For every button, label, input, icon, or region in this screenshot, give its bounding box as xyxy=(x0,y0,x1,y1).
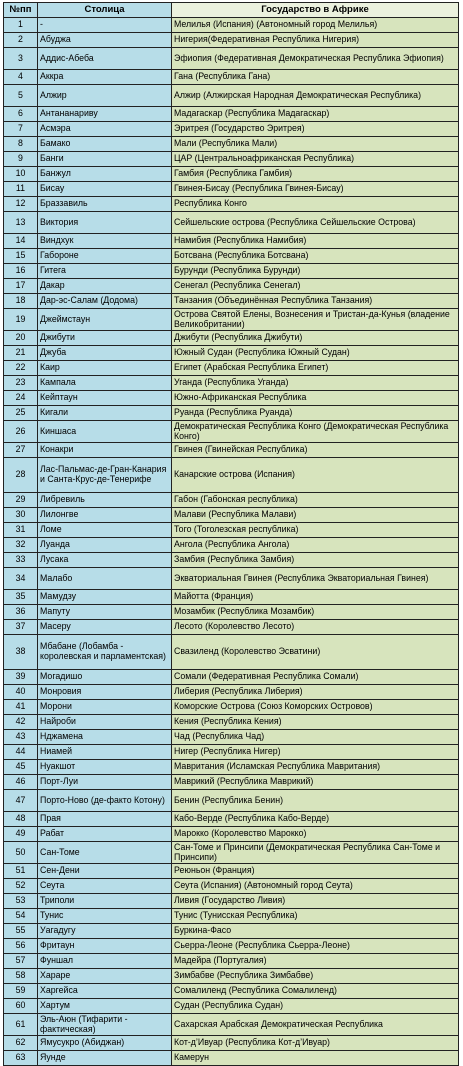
capitals-table xyxy=(3,2,459,1066)
country-cell: Нигер (Республика Нигер) xyxy=(172,745,459,760)
row-number-cell: 32 xyxy=(4,538,38,553)
capital-cell: Либревиль xyxy=(38,493,172,508)
table-row xyxy=(4,1051,459,1066)
row-number-cell: 2 xyxy=(4,33,38,48)
row-number-cell: 27 xyxy=(4,443,38,458)
capital-cell: Лас-Пальмас-де-Гран-Канария и Санта-Крус-де-Тенерифе xyxy=(38,458,172,493)
country-cell: Гамбия (Республика Гамбия) xyxy=(172,167,459,182)
table-row xyxy=(4,33,459,48)
capital-cell: Аддис-Абеба xyxy=(38,48,172,70)
row-number-cell: 28 xyxy=(4,458,38,493)
capital-cell: Триполи xyxy=(38,894,172,909)
table-row xyxy=(4,167,459,182)
table-row xyxy=(4,309,459,331)
table-row xyxy=(4,18,459,33)
row-number-cell: 50 xyxy=(4,842,38,864)
row-number-cell: 29 xyxy=(4,493,38,508)
capital-cell: Мапуту xyxy=(38,605,172,620)
row-number-cell: 6 xyxy=(4,107,38,122)
row-number-cell: 59 xyxy=(4,984,38,999)
table-body xyxy=(4,18,459,1066)
table-row xyxy=(4,523,459,538)
table-row xyxy=(4,421,459,443)
country-cell: Мадейра (Португалия) xyxy=(172,954,459,969)
table-row xyxy=(4,361,459,376)
capital-cell: Порто-Ново (де-факто Котону) xyxy=(38,790,172,812)
row-number-cell: 3 xyxy=(4,48,38,70)
capital-cell: Ломе xyxy=(38,523,172,538)
country-cell: Сьерра-Леоне (Республика Сьерра-Леоне) xyxy=(172,939,459,954)
capital-cell: Уагадугу xyxy=(38,924,172,939)
row-number-cell: 26 xyxy=(4,421,38,443)
country-cell: Демократическая Республика Конго (Демократическая Республика Конго) xyxy=(172,421,459,443)
row-number-cell: 62 xyxy=(4,1036,38,1051)
country-cell: Нигерия(Федеративная Республика Нигерия) xyxy=(172,33,459,48)
row-number-cell: 22 xyxy=(4,361,38,376)
table-row xyxy=(4,107,459,122)
country-cell: Сейшельские острова (Республика Сейшельские Острова) xyxy=(172,212,459,234)
row-number-cell: 60 xyxy=(4,999,38,1014)
table-row xyxy=(4,700,459,715)
table-row xyxy=(4,376,459,391)
table-row xyxy=(4,827,459,842)
table-row xyxy=(4,122,459,137)
row-number-cell: 49 xyxy=(4,827,38,842)
capital-cell: Гитега xyxy=(38,264,172,279)
row-number-cell: 24 xyxy=(4,391,38,406)
table-row xyxy=(4,909,459,924)
capital-cell: Антананариву xyxy=(38,107,172,122)
country-cell: Реюньон (Франция) xyxy=(172,864,459,879)
country-cell: Малави (Республика Малави) xyxy=(172,508,459,523)
capital-cell: Мамудзу xyxy=(38,590,172,605)
capital-cell: Аккра xyxy=(38,70,172,85)
row-number-cell: 44 xyxy=(4,745,38,760)
table-row xyxy=(4,493,459,508)
country-cell: Острова Святой Елены, Вознесения и Тристан-да-Кунья (владение Великобритании) xyxy=(172,309,459,331)
capital-cell: Нуакшот xyxy=(38,760,172,775)
country-cell: Сенегал (Республика Сенегал) xyxy=(172,279,459,294)
row-number-cell: 53 xyxy=(4,894,38,909)
table-row xyxy=(4,48,459,70)
country-cell: Танзания (Объединённая Республика Танзания) xyxy=(172,294,459,309)
row-number-cell: 40 xyxy=(4,685,38,700)
country-cell: Экваториальная Гвинея (Республика Экваториальная Гвинея) xyxy=(172,568,459,590)
table-row xyxy=(4,406,459,421)
row-number-cell: 16 xyxy=(4,264,38,279)
row-number-cell: 35 xyxy=(4,590,38,605)
capital-cell: Алжир xyxy=(38,85,172,107)
table-row xyxy=(4,391,459,406)
country-cell: Того (Тоголезская республика) xyxy=(172,523,459,538)
capital-cell: Бисау xyxy=(38,182,172,197)
table-row xyxy=(4,279,459,294)
country-cell: Египет (Арабская Республика Египет) xyxy=(172,361,459,376)
row-number-cell: 48 xyxy=(4,812,38,827)
capital-cell: Кейптаун xyxy=(38,391,172,406)
row-number-cell: 56 xyxy=(4,939,38,954)
row-number-cell: 36 xyxy=(4,605,38,620)
capital-cell: Прая xyxy=(38,812,172,827)
capital-cell: Яунде xyxy=(38,1051,172,1066)
capital-cell: Масеру xyxy=(38,620,172,635)
country-cell: Сомалиленд (Республика Сомалиленд) xyxy=(172,984,459,999)
row-number-cell: 45 xyxy=(4,760,38,775)
row-number-cell: 15 xyxy=(4,249,38,264)
table-row xyxy=(4,538,459,553)
capital-cell: Габороне xyxy=(38,249,172,264)
country-cell: Ливия (Государство Ливия) xyxy=(172,894,459,909)
country-cell: Уганда (Республика Уганда) xyxy=(172,376,459,391)
country-cell: Бурунди (Республика Бурунди) xyxy=(172,264,459,279)
row-number-cell: 8 xyxy=(4,137,38,152)
table-row xyxy=(4,212,459,234)
country-cell: Либерия (Республика Либерия) xyxy=(172,685,459,700)
row-number-cell: 38 xyxy=(4,635,38,670)
table-row xyxy=(4,745,459,760)
table-row xyxy=(4,137,459,152)
capital-cell: Кигали xyxy=(38,406,172,421)
row-number-cell: 57 xyxy=(4,954,38,969)
row-number-cell: 21 xyxy=(4,346,38,361)
row-number-cell: 18 xyxy=(4,294,38,309)
capital-cell: Харгейса xyxy=(38,984,172,999)
capital-cell: Лусака xyxy=(38,553,172,568)
country-cell: Южно-Африканская Республика xyxy=(172,391,459,406)
table-row xyxy=(4,590,459,605)
capital-cell: Сен-Дени xyxy=(38,864,172,879)
row-number-cell: 61 xyxy=(4,1014,38,1036)
country-cell: Коморские Острова (Союз Коморских Островов) xyxy=(172,700,459,715)
capital-cell: Банжул xyxy=(38,167,172,182)
row-number-cell: 30 xyxy=(4,508,38,523)
row-number-cell: 37 xyxy=(4,620,38,635)
table-row xyxy=(4,458,459,493)
table-row xyxy=(4,730,459,745)
row-number-cell: 41 xyxy=(4,700,38,715)
country-cell: Гвинея-Бисау (Республика Гвинея-Бисау) xyxy=(172,182,459,197)
country-cell: Джибути (Республика Джибути) xyxy=(172,331,459,346)
table-row xyxy=(4,894,459,909)
country-cell: Гвинея (Гвинейская Республика) xyxy=(172,443,459,458)
country-cell: Сахарская Арабская Демократическая Республика xyxy=(172,1014,459,1036)
table-row xyxy=(4,670,459,685)
row-number-cell: 1 xyxy=(4,18,38,33)
country-cell: Мадагаскар (Республика Мадагаскар) xyxy=(172,107,459,122)
table-row xyxy=(4,85,459,107)
country-cell: Тунис (Тунисская Республика) xyxy=(172,909,459,924)
capital-cell: Джибути xyxy=(38,331,172,346)
row-number-cell: 20 xyxy=(4,331,38,346)
table-row xyxy=(4,249,459,264)
table-row xyxy=(4,685,459,700)
capital-cell: Каир xyxy=(38,361,172,376)
country-cell: Эфиопия (Федеративная Демократическая Республика Эфиопия) xyxy=(172,48,459,70)
capital-cell: Морони xyxy=(38,700,172,715)
table-row xyxy=(4,635,459,670)
capital-cell: Асмэра xyxy=(38,122,172,137)
country-cell: Сомали (Федеративная Республика Сомали) xyxy=(172,670,459,685)
table-row xyxy=(4,954,459,969)
row-number-cell: 9 xyxy=(4,152,38,167)
country-cell: Судан (Республика Судан) xyxy=(172,999,459,1014)
row-number-cell: 25 xyxy=(4,406,38,421)
country-cell: Канарские острова (Испания) xyxy=(172,458,459,493)
country-cell: Республика Конго xyxy=(172,197,459,212)
capital-cell: Кампала xyxy=(38,376,172,391)
row-number-cell: 52 xyxy=(4,879,38,894)
capital-cell: Абуджа xyxy=(38,33,172,48)
country-cell: Мозамбик (Республика Мозамбик) xyxy=(172,605,459,620)
table-row xyxy=(4,1014,459,1036)
capital-cell: Фритаун xyxy=(38,939,172,954)
table-row xyxy=(4,790,459,812)
country-cell: Сан-Томе и Принсипи (Демократическая Республика Сан-Томе и Принсипи) xyxy=(172,842,459,864)
row-number-cell: 13 xyxy=(4,212,38,234)
capital-cell: Монровия xyxy=(38,685,172,700)
capital-cell: Лилонгве xyxy=(38,508,172,523)
country-cell: Камерун xyxy=(172,1051,459,1066)
capital-cell: Виндхук xyxy=(38,234,172,249)
table-row xyxy=(4,715,459,730)
table-row xyxy=(4,568,459,590)
table-row xyxy=(4,182,459,197)
table-row xyxy=(4,264,459,279)
header-capital: Столица xyxy=(38,3,172,18)
row-number-cell: 39 xyxy=(4,670,38,685)
capital-cell: Луанда xyxy=(38,538,172,553)
capital-cell: Джуба xyxy=(38,346,172,361)
table-row xyxy=(4,620,459,635)
country-cell: Кабо-Верде (Республика Кабо-Верде) xyxy=(172,812,459,827)
capital-cell: Эль-Аюн (Тифарити - фактическая) xyxy=(38,1014,172,1036)
country-cell: Кения (Республика Кения) xyxy=(172,715,459,730)
row-number-cell: 12 xyxy=(4,197,38,212)
country-cell: Мавритания (Исламская Республика Мавритания) xyxy=(172,760,459,775)
country-cell: Свазиленд (Королевство Эсватини) xyxy=(172,635,459,670)
country-cell: Гана (Республика Гана) xyxy=(172,70,459,85)
country-cell: Бенин (Республика Бенин) xyxy=(172,790,459,812)
row-number-cell: 55 xyxy=(4,924,38,939)
capital-cell: Порт-Луи xyxy=(38,775,172,790)
country-cell: Буркина-Фасо xyxy=(172,924,459,939)
table-row xyxy=(4,70,459,85)
country-cell: Ботсвана (Республика Ботсвана) xyxy=(172,249,459,264)
capital-cell: Хартум xyxy=(38,999,172,1014)
country-cell: Замбия (Республика Замбия) xyxy=(172,553,459,568)
country-cell: Ангола (Республика Ангола) xyxy=(172,538,459,553)
country-cell: Эритрея (Государство Эритрея) xyxy=(172,122,459,137)
row-number-cell: 19 xyxy=(4,309,38,331)
country-cell: Мелилья (Испания) (Автономный город Мелилья) xyxy=(172,18,459,33)
table-row xyxy=(4,760,459,775)
capital-cell: Банги xyxy=(38,152,172,167)
table-row xyxy=(4,864,459,879)
row-number-cell: 54 xyxy=(4,909,38,924)
country-cell: Намибия (Республика Намибия) xyxy=(172,234,459,249)
country-cell: Марокко (Королевство Марокко) xyxy=(172,827,459,842)
row-number-cell: 43 xyxy=(4,730,38,745)
table-row xyxy=(4,939,459,954)
table-row xyxy=(4,999,459,1014)
capital-cell: Сеута xyxy=(38,879,172,894)
table-row xyxy=(4,984,459,999)
capital-cell: Нджамена xyxy=(38,730,172,745)
country-cell: ЦАР (Центральноафриканская Республика) xyxy=(172,152,459,167)
header-row xyxy=(4,3,459,18)
row-number-cell: 63 xyxy=(4,1051,38,1066)
country-cell: Зимбабве (Республика Зимбабве) xyxy=(172,969,459,984)
capital-cell: Бамако xyxy=(38,137,172,152)
capital-cell: Фуншал xyxy=(38,954,172,969)
row-number-cell: 51 xyxy=(4,864,38,879)
row-number-cell: 5 xyxy=(4,85,38,107)
table-row xyxy=(4,346,459,361)
row-number-cell: 58 xyxy=(4,969,38,984)
table-row xyxy=(4,553,459,568)
table-row xyxy=(4,812,459,827)
row-number-cell: 47 xyxy=(4,790,38,812)
row-number-cell: 34 xyxy=(4,568,38,590)
header-number: №пп xyxy=(4,3,38,18)
table-row xyxy=(4,1036,459,1051)
row-number-cell: 7 xyxy=(4,122,38,137)
table-row xyxy=(4,924,459,939)
row-number-cell: 14 xyxy=(4,234,38,249)
capital-cell: Киншаса xyxy=(38,421,172,443)
table-row xyxy=(4,969,459,984)
country-cell: Чад (Республика Чад) xyxy=(172,730,459,745)
table-row xyxy=(4,152,459,167)
capital-cell: Джеймстаун xyxy=(38,309,172,331)
row-number-cell: 11 xyxy=(4,182,38,197)
country-cell: Алжир (Алжирская Народная Демократическая Республика) xyxy=(172,85,459,107)
capital-cell: Мбабане (Лобамба - королевская и парламентская) xyxy=(38,635,172,670)
capital-cell: Виктория xyxy=(38,212,172,234)
table-row xyxy=(4,294,459,309)
table-row xyxy=(4,234,459,249)
capital-cell: Ямусукро (Абиджан) xyxy=(38,1036,172,1051)
country-cell: Мали (Республика Мали) xyxy=(172,137,459,152)
country-cell: Майотта (Франция) xyxy=(172,590,459,605)
row-number-cell: 10 xyxy=(4,167,38,182)
row-number-cell: 42 xyxy=(4,715,38,730)
country-cell: Кот-д’Ивуар (Республика Кот-д’Ивуар) xyxy=(172,1036,459,1051)
table-header xyxy=(4,3,459,18)
capital-cell: Дакар xyxy=(38,279,172,294)
capital-cell: Конакри xyxy=(38,443,172,458)
row-number-cell: 33 xyxy=(4,553,38,568)
table-row xyxy=(4,197,459,212)
capital-cell: Ниамей xyxy=(38,745,172,760)
capital-cell: Рабат xyxy=(38,827,172,842)
row-number-cell: 23 xyxy=(4,376,38,391)
capital-cell: Тунис xyxy=(38,909,172,924)
table-row xyxy=(4,331,459,346)
capital-cell: Дар-эс-Салам (Додома) xyxy=(38,294,172,309)
capital-cell: Хараре xyxy=(38,969,172,984)
country-cell: Габон (Габонская республика) xyxy=(172,493,459,508)
table-row xyxy=(4,879,459,894)
header-country: Государство в Африке xyxy=(172,3,459,18)
table-row xyxy=(4,842,459,864)
capital-cell: Найроби xyxy=(38,715,172,730)
table-row xyxy=(4,508,459,523)
row-number-cell: 17 xyxy=(4,279,38,294)
capital-cell: Браззавиль xyxy=(38,197,172,212)
row-number-cell: 46 xyxy=(4,775,38,790)
capital-cell: Могадишо xyxy=(38,670,172,685)
table-row xyxy=(4,443,459,458)
country-cell: Сеута (Испания) (Автономный город Сеута) xyxy=(172,879,459,894)
country-cell: Лесото (Королевство Лесото) xyxy=(172,620,459,635)
table-row xyxy=(4,775,459,790)
country-cell: Маврикий (Республика Маврикий) xyxy=(172,775,459,790)
country-cell: Руанда (Республика Руанда) xyxy=(172,406,459,421)
capital-cell: Сан-Томе xyxy=(38,842,172,864)
country-cell: Южный Судан (Республика Южный Судан) xyxy=(172,346,459,361)
table-row xyxy=(4,605,459,620)
capital-cell: Малабо xyxy=(38,568,172,590)
capital-cell: - xyxy=(38,18,172,33)
row-number-cell: 4 xyxy=(4,70,38,85)
row-number-cell: 31 xyxy=(4,523,38,538)
